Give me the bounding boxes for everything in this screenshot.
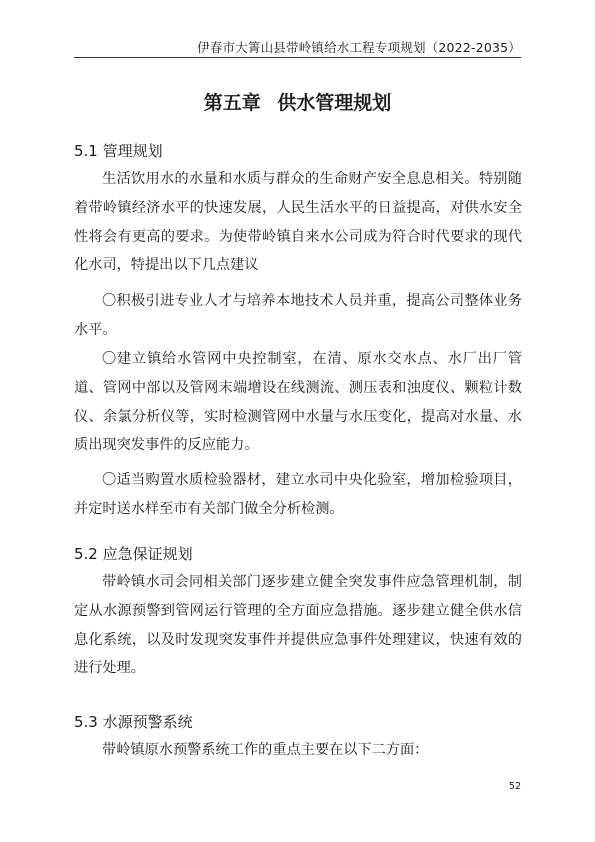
paragraph-intro: 生活饮用水的水量和水质与群众的生命财产安全息息相关。特别随着带岭镇经济水平的快速发展，人民生活水平的日益提高，对供水安全性将会有更高的要求。为使带岭镇自来水公司成为符合时代要求的现代化水司，特提出以下几点建议 xyxy=(74,171,522,274)
paragraph-emergency: 带岭镇水司会同相关部门逐步建立健全突发事件应急管理机制，制定从水源预警到管网运行管理的全方面应急措施。逐步建立健全供水信息化系统，以及时发现突发事件并提供应急事件处理建议，快速有效的进行处理。 xyxy=(74,574,522,677)
section-heading-5-1: 5.1 管理规划 xyxy=(74,142,163,160)
paragraph-warning: 带岭镇原水预警系统工作的重点主要在以下二方面： xyxy=(102,742,429,758)
bullet-item-lab: 〇适当购置水质检验器材，建立水司中央化验室，增加检验项目，并定时送水样至市有关部门做全分析检测。 xyxy=(74,472,522,517)
chapter-title: 第五章 供水管理规划 xyxy=(203,92,392,114)
section-heading-5-3: 5.3 水源预警系统 xyxy=(74,713,193,731)
bullet-item-talent: 〇积极引进专业人才与培养本地技术人员并重，提高公司整体业务水平。 xyxy=(74,293,522,338)
page-number: 52 xyxy=(508,781,521,792)
section-heading-5-2: 5.2 应急保证规划 xyxy=(74,545,193,563)
bullet-item-control-room: 〇建立镇给水管网中央控制室，在清、原水交水点、水厂出厂管道、管网中部以及管网末端增设在线测流、测压表和浊度仪、颗粒计数仪、余氯分析仪等，实时检测管网中水量与水压变化，提高对水量、水质出现突发事件的反应能力。 xyxy=(74,351,522,454)
running-header: 伊春市大箐山县带岭镇给水工程专项规划（2022-2035） xyxy=(197,40,521,55)
header-divider xyxy=(74,57,521,58)
